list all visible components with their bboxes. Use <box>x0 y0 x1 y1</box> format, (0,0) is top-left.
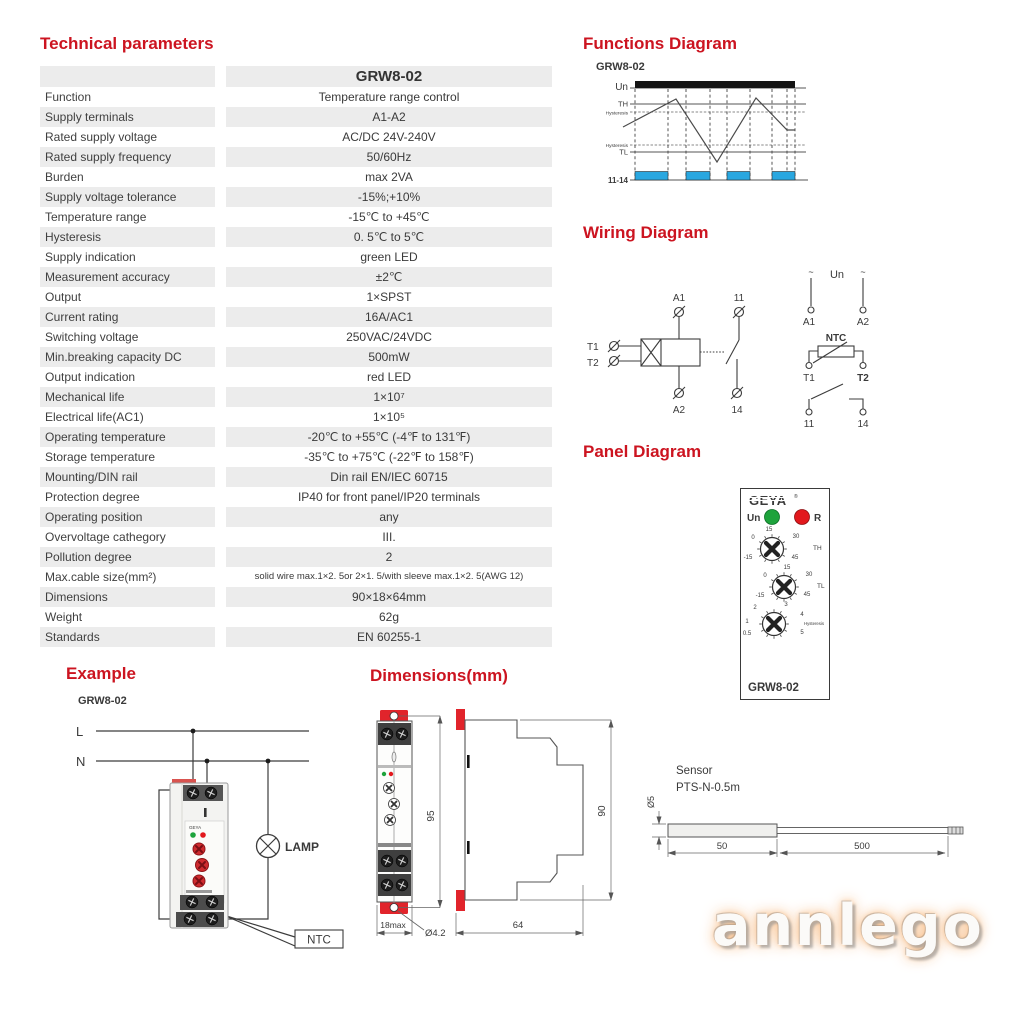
left-a1-label: A1 <box>672 293 686 304</box>
param-value: 90×18×64mm <box>226 587 552 607</box>
svg-text:GEYA: GEYA <box>749 493 787 508</box>
tl-knob-name: TL <box>817 583 825 590</box>
table-row <box>40 587 557 607</box>
param-value: 1×10⁵ <box>372 410 405 424</box>
lamp-label: LAMP <box>285 840 319 854</box>
dimensions-title: Dimensions(mm) <box>370 666 508 685</box>
svg-text:15: 15 <box>783 565 791 571</box>
front-view <box>377 710 412 914</box>
wiring-diagram <box>585 262 885 434</box>
param-label: Supply voltage tolerance <box>40 187 215 207</box>
table-row <box>40 347 557 367</box>
table-row <box>40 627 557 647</box>
table-row <box>40 407 557 427</box>
ac-tilde-left: ~ <box>808 267 814 277</box>
technical-table <box>40 66 557 647</box>
sensor-cable-length-dim: 500 <box>854 841 870 852</box>
hysteresis-knob-name: Hysteresis <box>804 621 825 626</box>
param-label: Min.breaking capacity DC <box>40 347 215 367</box>
param-value: IP40 for front panel/IP20 terminals <box>297 490 481 504</box>
param-value: -20℃ to +55℃ (-4℉ to 131℉) <box>226 427 552 447</box>
param-label: Temperature range <box>45 210 147 224</box>
param-label: Overvoltage cathegory <box>45 530 166 544</box>
th-label: TH <box>618 99 628 109</box>
param-value: 1×10⁷ <box>226 387 552 407</box>
table-row <box>40 427 557 447</box>
table-row <box>40 207 557 227</box>
example-title: Example <box>66 664 136 683</box>
param-label: Electrical life(AC1) <box>45 410 144 424</box>
panel-un-label: Un <box>747 513 761 524</box>
param-label: Measurement accuracy <box>40 267 215 287</box>
table-header-row <box>40 66 557 87</box>
panel-device-front <box>740 488 830 700</box>
device-red-led <box>200 832 206 838</box>
left-t2-label: T2 <box>587 358 599 369</box>
param-value: 2 <box>226 547 552 567</box>
table-row <box>40 547 557 567</box>
param-label: Output <box>45 290 82 304</box>
param-label: Standards <box>40 627 215 647</box>
right-a2-label: A2 <box>856 317 870 328</box>
table-row <box>40 507 557 527</box>
sensor-probe-length-dim: 50 <box>716 841 728 852</box>
un-label: Un <box>615 82 628 93</box>
param-label: Weight <box>45 610 83 624</box>
right-a1-label: A1 <box>802 317 816 328</box>
table-row <box>40 307 557 327</box>
right-un-label: Un <box>829 269 845 281</box>
param-label: Supply indication <box>45 250 136 264</box>
param-value: solid wire max.1×2. 5or 2×1. 5/with sleeve max.1×2. 5(AWG 12) <box>254 571 524 582</box>
table-row <box>40 267 557 287</box>
hysteresis-knob[interactable] <box>759 609 789 639</box>
functions-diagram <box>590 58 820 192</box>
technical-parameters-title: Technical parameters <box>40 34 214 53</box>
param-value: max 2VA <box>365 170 413 184</box>
wiring-right-schematic <box>806 278 866 415</box>
table-row <box>40 607 557 627</box>
left-14-label: 14 <box>731 405 743 416</box>
svg-text:30: 30 <box>792 534 800 540</box>
device-brand-mark: GEYA <box>189 825 202 830</box>
param-label: Dimensions <box>40 587 215 607</box>
table-row <box>40 287 557 307</box>
right-11-label: 11 <box>803 419 815 430</box>
output-contacts-label: 11-14 <box>607 176 628 185</box>
example-wiring <box>66 688 366 988</box>
param-value: 50/60Hz <box>226 147 552 167</box>
svg-text:3: 3 <box>784 602 788 608</box>
param-value: Temperature range control <box>318 90 460 104</box>
right-t2-label: T2 <box>857 373 869 384</box>
panel-r-label: R <box>814 513 822 524</box>
table-row <box>40 167 557 187</box>
svg-text:-15: -15 <box>743 555 753 561</box>
wiring-left-schematic <box>608 306 745 399</box>
svg-text:0.5: 0.5 <box>742 631 752 637</box>
geya-logo <box>749 493 798 508</box>
param-label: Function <box>45 90 92 104</box>
example-ntc-label: NTC <box>307 934 331 947</box>
table-row <box>40 87 557 107</box>
param-value: EN 60255-1 <box>226 627 552 647</box>
left-a2-label: A2 <box>672 405 686 416</box>
svg-text:®: ® <box>794 494 798 500</box>
table-row <box>40 147 557 167</box>
line-n-label: N <box>76 754 86 769</box>
event-dash-lines <box>635 89 795 180</box>
param-value: III. <box>382 530 396 544</box>
param-label <box>40 66 215 87</box>
svg-text:5: 5 <box>800 630 804 636</box>
output-on-bars <box>635 172 795 181</box>
param-value: 0. 5℃ to 5℃ <box>226 227 552 247</box>
junction-dots <box>191 729 271 764</box>
param-label: Operating position <box>40 507 215 527</box>
functions-model-label: GRW8-02 <box>596 61 645 73</box>
svg-text:2: 2 <box>753 605 757 611</box>
param-label: Storage temperature <box>45 450 156 464</box>
sensor-name: Sensor <box>676 765 713 777</box>
table-row <box>40 467 557 487</box>
side-depth-dim: 64 <box>512 920 524 931</box>
table-row <box>40 447 557 467</box>
ntc-label: NTC <box>825 333 847 344</box>
watermark: annlego <box>712 893 984 959</box>
param-value: Din rail EN/IEC 60715 <box>226 467 552 487</box>
right-14-label: 14 <box>857 419 869 430</box>
param-value: green LED <box>360 250 418 264</box>
wiring-diagram-title: Wiring Diagram <box>583 223 709 242</box>
sensor-model: PTS-N-0.5m <box>676 782 740 794</box>
red-led <box>795 510 810 525</box>
table-row <box>40 227 557 247</box>
param-value: A1-A2 <box>226 107 552 127</box>
param-label: Supply terminals <box>40 107 215 127</box>
right-t1-label: T1 <box>803 373 815 384</box>
param-value: -15%;+10% <box>226 187 552 207</box>
side-view <box>456 709 583 911</box>
front-width-dim: 18max <box>380 920 406 930</box>
sensor-dia-dim: Ø5 <box>646 795 656 808</box>
green-led <box>765 510 780 525</box>
param-value: 500mW <box>226 347 552 367</box>
sensor-probe <box>668 824 963 837</box>
svg-text:30: 30 <box>805 572 813 578</box>
param-label: Pollution degree <box>40 547 215 567</box>
table-row <box>40 247 557 267</box>
sensor-drawing <box>640 752 985 862</box>
lamp-symbol <box>257 835 280 858</box>
svg-text:1: 1 <box>745 619 749 625</box>
param-label: Protection degree <box>45 490 140 504</box>
svg-text:0: 0 <box>751 535 755 541</box>
panel-model-label: GRW8-02 <box>748 682 799 694</box>
dimension-drawings <box>368 695 628 950</box>
param-value: AC/DC 24V-240V <box>342 130 436 144</box>
line-l-label: L <box>76 724 84 739</box>
param-value: 1×SPST <box>366 290 412 304</box>
table-row <box>40 187 557 207</box>
param-value: -35℃ to +75℃ (-22℉ to 158℉) <box>304 450 474 464</box>
param-value: -15℃ to +45℃ <box>348 210 430 224</box>
front-hole-dim: Ø4.2 <box>425 928 446 939</box>
table-row <box>40 367 557 387</box>
left-11-label: 11 <box>733 293 745 304</box>
tl-knob[interactable] <box>769 572 799 602</box>
panel-diagram-title: Panel Diagram <box>583 442 702 461</box>
table-row <box>40 487 557 507</box>
param-label: Rated supply voltage <box>45 130 158 144</box>
device-green-led <box>190 832 196 838</box>
param-value: 16A/AC1 <box>226 307 552 327</box>
th-knob-name: TH <box>813 545 822 552</box>
param-label: Current rating <box>40 307 215 327</box>
hysteresis-bottom-label: Hysteresis <box>605 144 628 149</box>
hysteresis-top-label: Hysteresis <box>605 111 628 117</box>
table-row <box>40 387 557 407</box>
svg-text:-15: -15 <box>755 593 765 599</box>
tl-label: TL <box>619 147 628 157</box>
th-knob[interactable] <box>757 534 787 564</box>
side-height-dim: 90 <box>597 805 608 817</box>
param-label: Mechanical life <box>40 387 215 407</box>
param-value: any <box>226 507 552 527</box>
param-label: Max.cable size(mm²) <box>45 570 157 584</box>
svg-text:0: 0 <box>763 573 767 579</box>
svg-text:45: 45 <box>791 555 799 561</box>
param-value: ±2℃ <box>226 267 552 287</box>
param-label: Hysteresis <box>40 227 215 247</box>
svg-text:4: 4 <box>800 612 804 618</box>
relay-device <box>170 779 228 928</box>
param-label: Output indication <box>45 370 136 384</box>
ac-tilde-right: ~ <box>860 267 866 277</box>
param-label: Switching voltage <box>45 330 139 344</box>
param-label: Burden <box>45 170 84 184</box>
example-model-label: GRW8-02 <box>78 695 127 707</box>
param-value: 62g <box>378 610 400 624</box>
param-label: Operating temperature <box>40 427 215 447</box>
param-value: 250VAC/24VDC <box>346 330 432 344</box>
model-header: GRW8-02 <box>226 66 552 87</box>
table-row <box>40 127 557 147</box>
param-value: red LED <box>366 370 412 384</box>
param-label: Mounting/DIN rail <box>40 467 215 487</box>
table-row <box>40 567 557 587</box>
svg-text:15: 15 <box>765 527 773 533</box>
left-t1-label: T1 <box>587 342 599 353</box>
param-label: Rated supply frequency <box>40 147 215 167</box>
svg-text:45: 45 <box>803 592 811 598</box>
functions-diagram-title: Functions Diagram <box>583 34 737 53</box>
table-row <box>40 527 557 547</box>
front-height-dim: 95 <box>426 810 437 822</box>
table-row <box>40 327 557 347</box>
table-row <box>40 107 557 127</box>
un-supply-bar <box>635 81 795 88</box>
panel-face <box>741 489 828 698</box>
